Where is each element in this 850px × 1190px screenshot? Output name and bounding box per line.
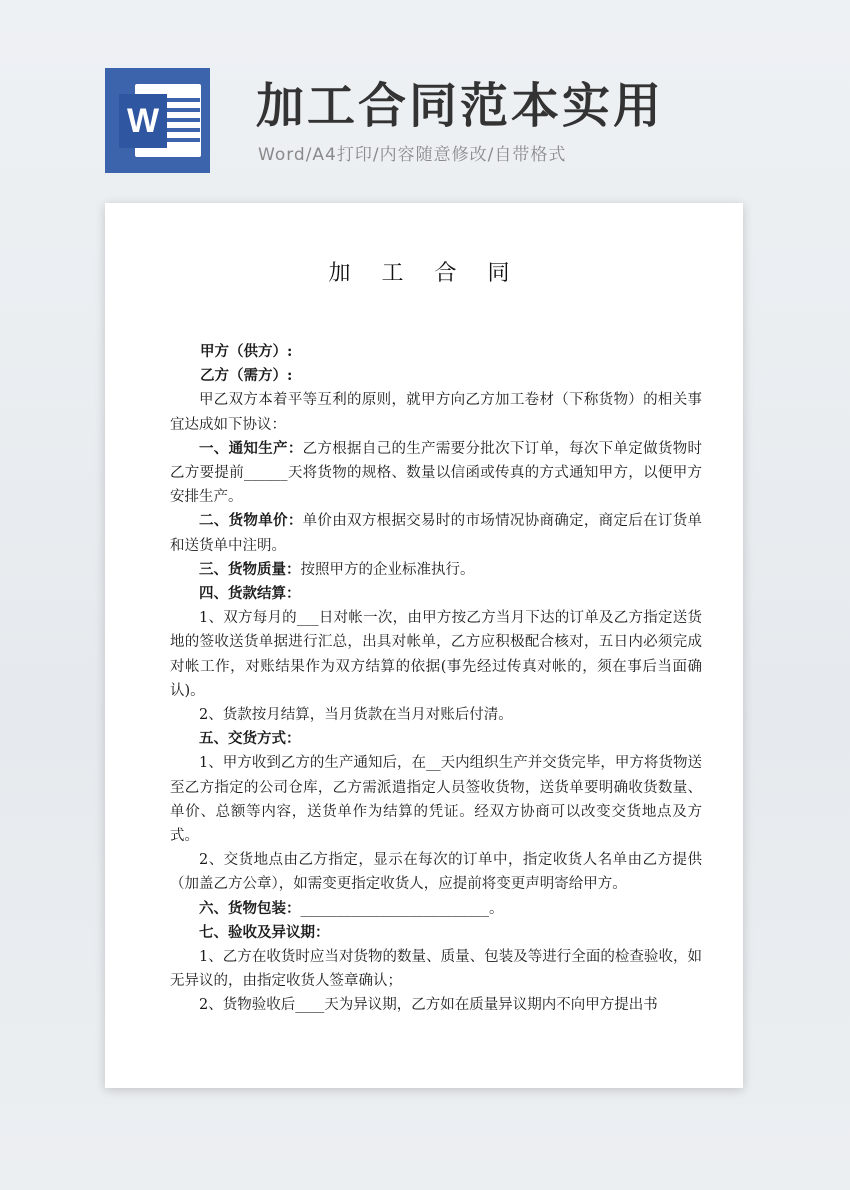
section-6	[170, 897, 702, 921]
page-subtitle: Word/A4打印/内容随意修改/自带格式	[258, 145, 567, 165]
section-1-text: 乙方根据自己的生产需要分批次下订单，每次下单定做货物时乙方要提前______天将货物的规格、数量以信函或传真的方式通知甲方，以便甲方安排生产。	[170, 440, 703, 506]
section-5-item-2: 2、交货地点由乙方指定，显示在每次的订单中，指定收货人名单由乙方提供（加盖乙方公章），如需变更指定收货人，应提前将变更声明寄给甲方。	[170, 852, 702, 893]
section-4-item-2: 2、货款按月结算，当月货款在当月对账后付清。	[199, 707, 513, 724]
section-4-item-1: 1、双方每月的___日对帐一次，由甲方按乙方当月下达的订单及乙方指定送货地的签收送货单据进行汇总，出具对帐单，乙方应积极配合核对，五日内必须完成对帐工作，对账结果作为双方结算的依据(事先经过传真对帐的，须在事后当面确认)。	[170, 610, 702, 699]
page-title: 加工合同范本实用	[256, 78, 665, 134]
party-b-label: 乙方（需方）:	[200, 367, 293, 385]
section-5-heading: 五、交货方式：	[199, 730, 301, 748]
document-title: 加 工 合 同	[328, 261, 522, 286]
section-7-item-1: 1、乙方在收货时应当对货物的数量、质量、包装及等进行全面的检查验收，如无异议的，由指定收货人签章确认；	[170, 949, 702, 990]
section-2-text: 单价由双方根据交易时的市场情况协商确定，商定后在订货单和送货单中注明。	[170, 513, 703, 554]
section-1	[170, 437, 702, 510]
section-7-item-2: 2、货物验收后____天为异议期，乙方如在质量异议期内不向甲方提出书	[199, 997, 658, 1014]
section-7-heading: 七、验收及异议期：	[199, 923, 330, 941]
section-2	[170, 509, 702, 557]
party-a-label: 甲方（供方）:	[200, 343, 293, 360]
word-letter: W	[119, 94, 167, 148]
section-3-heading: 三、货物质量：	[199, 560, 301, 578]
document-body	[170, 340, 702, 1018]
section-1-heading: 一、通知生产：	[199, 439, 303, 457]
section-3	[170, 558, 702, 582]
section-2-heading: 二、货物单价：	[199, 512, 303, 530]
section-6-text: __________________________。	[300, 900, 504, 917]
intro-paragraph: 甲乙双方本着平等互利的原则，就甲方向乙方加工卷材（下称货物）的相关事宜达成如下协议：	[170, 392, 702, 433]
word-logo	[105, 68, 210, 173]
section-5-item-1: 1、甲方收到乙方的生产通知后，在__天内组织生产并交货完毕，甲方将货物送至乙方指定的公司仓库，乙方需派遣指定人员签收货物，送货单要明确收货数量、单价、总额等内容，送货单作为结算的凭证。经双方协商可以改变交货地点及方式。	[170, 755, 702, 845]
section-4-heading: 四、货款结算：	[199, 585, 301, 603]
section-6-heading: 六、货物包装：	[199, 899, 301, 917]
section-3-text: 按照甲方的企业标准执行。	[300, 561, 475, 578]
